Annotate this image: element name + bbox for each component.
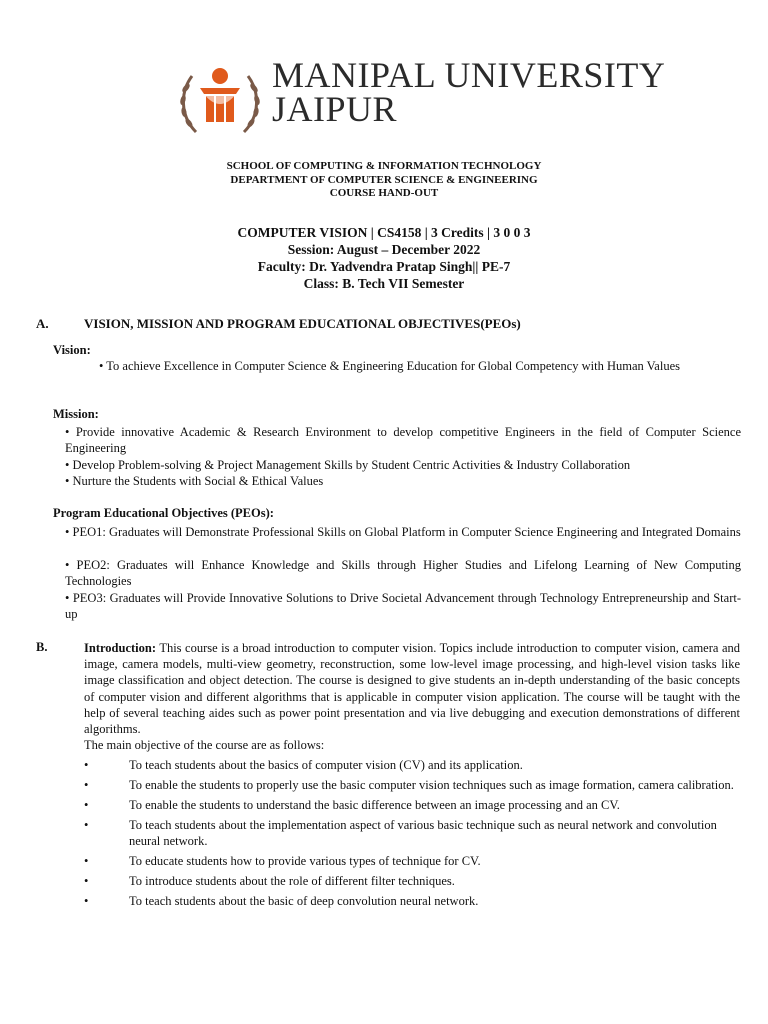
section-b-number: B. [36,640,48,654]
university-name-line2: JAIPUR [272,89,398,129]
mission-item: • Develop Problem-solving & Project Management Skills by Student Centric Activities & Industry Collaboration [65,458,631,472]
mission-label: Mission: [53,407,99,421]
mission-item: • Provide innovative Academic & Research Environment to develop competitive Engineers in the field of Computer Science Engineering [65,425,741,455]
bullet: • [84,854,89,868]
course-faculty: Faculty: Dr. Yadvendra Pratap Singh|| PE-7 [257,259,511,274]
university-name-line1: MANIPAL UNIVERSITY [272,55,666,95]
university-emblem-icon [174,56,266,148]
objective-text: To introduce students about the role of different filter techniques. [129,874,455,888]
section-a-heading [36,316,521,332]
peo-item: • PEO1: Graduates will Demonstrate Professional Skills on Global Platform in Computer Science Engineering and Integrated Domains [65,525,741,539]
objective-text: To teach students about the basic of deep convolution neural network. [129,894,479,908]
course-session: Session: August – December 2022 [287,242,481,257]
list-item [84,817,740,849]
university-logo [174,56,668,148]
section-a-title: VISION, MISSION AND PROGRAM EDUCATIONAL OBJECTIVES(PEOs) [84,316,521,331]
course-class: Class: B. Tech VII Semester [303,276,465,291]
objective-text: To enable the students to understand the basic difference between an image processing and an CV. [129,798,620,812]
list-item [84,853,740,869]
document-type: COURSE HAND-OUT [329,187,439,199]
list-item [84,893,740,909]
bullet: • [84,798,89,812]
objective-text: To educate students how to provide various types of technique for CV. [129,854,481,868]
objective-intro: The main objective of the course are as follows: [84,738,325,753]
vision-text: • To achieve Excellence in Computer Science & Engineering Education for Global Competency with Human Values [99,359,680,373]
objectives-list [84,757,740,913]
objective-text: To teach students about the basics of computer vision (CV) and its application. [129,758,523,772]
list-item [84,777,740,793]
objective-text: To enable the students to properly use the basic computer vision techniques such as image formation, camera calibration. [129,778,734,792]
school-name: SCHOOL OF COMPUTING & INFORMATION TECHNOLOGY [226,160,542,172]
introduction-paragraph [84,640,740,753]
introduction-text: This course is a broad introduction to computer vision. Topics include introduction to computer vision, camera and image, camera models, multi-view geometry, reconstruction, some low-level image processing, and high-level vision tasks like image classification and object detection. The course is designed to give students an in-depth understanding of the basic concepts of computer vision and different algorithms that is applicable in computer vision application. The course will be taught with the help of several teaching aides such as power point presentation and via live debugging and execution demonstrations of different algorithms. [84,641,740,737]
mission-item: • Nurture the Students with Social & Ethical Values [65,474,324,488]
bullet: • [84,778,89,792]
course-title-line: COMPUTER VISION | CS4158 | 3 Credits | 3 0 0 3 [237,225,531,240]
introduction-label: Introduction: [84,641,157,655]
peo-item: • PEO2: Graduates will Enhance Knowledge and Skills through Higher Studies and Lifelong Learning of New Computing Technologies [65,558,741,588]
bullet: • [84,894,89,908]
bullet: • [84,758,89,772]
peo-item: • PEO3: Graduates will Provide Innovative Solutions to Drive Societal Advancement through Technology Entrepreneurship and Start-up [65,591,741,621]
section-a-number: A. [36,316,49,331]
bullet: • [84,818,89,832]
peo-label: Program Educational Objectives (PEOs): [53,506,274,520]
department-name: DEPARTMENT OF COMPUTER SCIENCE & ENGINEERING [230,174,538,186]
vision-label: Vision: [53,343,91,357]
list-item [84,797,740,813]
university-name [272,55,666,129]
bullet: • [84,874,89,888]
objective-text: To teach students about the implementation aspect of various basic technique such as neural network and convolution neural network. [129,818,717,848]
list-item [84,757,740,773]
list-item [84,873,740,889]
